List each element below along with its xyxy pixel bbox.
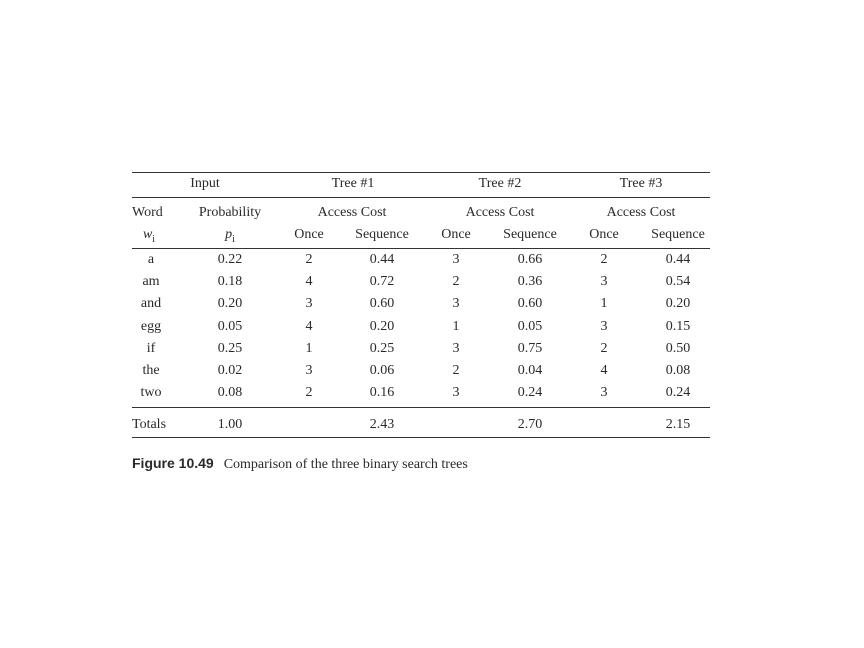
header-probability-symbol: $p_i$ <box>225 227 235 245</box>
cell-probability: 0.02 <box>217 363 243 378</box>
cell-tree-3-once: 2 <box>600 341 608 356</box>
cell-word: if <box>146 341 156 356</box>
cell-tree-2-once: 2 <box>452 363 460 378</box>
cell-tree-2-once: 2 <box>452 274 460 289</box>
cell-tree-1-once: 4 <box>305 319 313 334</box>
header-access-cost-tree-2: Access Cost <box>465 205 535 220</box>
cell-word: am <box>142 274 160 289</box>
cell-tree-3-sequence: 0.24 <box>665 385 691 400</box>
cell-tree-1-sequence: 0.20 <box>369 319 395 334</box>
cell-word: the <box>142 363 160 378</box>
cell-tree-2-sequence: 0.24 <box>517 385 543 400</box>
cell-probability: 0.25 <box>217 341 243 356</box>
header-word: Word <box>132 205 163 220</box>
column-header-rule <box>132 248 710 249</box>
header-once-tree-3: Once <box>589 227 619 242</box>
cell-tree-2-once: 3 <box>452 296 460 311</box>
cell-word: egg <box>140 319 162 334</box>
cell-tree-2-once: 3 <box>452 385 460 400</box>
cell-tree-2-once: 1 <box>452 319 460 334</box>
header-sequence-tree-2: Sequence <box>503 227 557 242</box>
cell-tree-3-sequence: 0.08 <box>665 363 691 378</box>
cell-probability: 0.20 <box>217 296 243 311</box>
cell-probability: 0.05 <box>217 319 243 334</box>
cell-word: a <box>147 252 155 267</box>
cell-tree-3-once: 3 <box>600 319 608 334</box>
group-header-tree-1: Tree #1 <box>331 176 375 191</box>
cell-tree-1-sequence: 0.72 <box>369 274 395 289</box>
header-word-symbol: $w_i$ <box>142 227 156 245</box>
cell-tree-3-once: 3 <box>600 385 608 400</box>
table-top-rule <box>132 172 710 173</box>
cell-tree-2-once: 3 <box>452 341 460 356</box>
cell-tree-2-sequence: 0.04 <box>517 363 543 378</box>
cell-tree-1-sequence: 0.16 <box>369 385 395 400</box>
totals-label: Totals <box>132 417 167 432</box>
group-header-input: Input <box>190 176 220 191</box>
cell-tree-1-sequence: 0.25 <box>369 341 395 356</box>
group-header-tree-2: Tree #2 <box>478 176 522 191</box>
figure-caption <box>132 454 468 474</box>
cell-word: and <box>140 296 162 311</box>
table-bottom-rule <box>132 437 710 438</box>
cell-tree-1-sequence: 0.44 <box>369 252 395 267</box>
header-probability: Probability <box>198 205 262 220</box>
figure-caption-text: Comparison of the three binary search trees <box>223 457 468 472</box>
cell-tree-2-sequence: 0.66 <box>517 252 543 267</box>
cell-probability: 0.22 <box>217 252 243 267</box>
cell-tree-1-once: 1 <box>305 341 313 356</box>
cell-tree-1-once: 2 <box>305 385 313 400</box>
cell-tree-1-sequence: 0.60 <box>369 296 395 311</box>
cell-tree-3-sequence: 0.44 <box>665 252 691 267</box>
cell-word: two <box>140 385 162 400</box>
cell-tree-1-once: 4 <box>305 274 313 289</box>
cell-tree-2-sequence: 0.05 <box>517 319 543 334</box>
cell-probability: 0.18 <box>217 274 243 289</box>
totals-rule <box>132 407 710 408</box>
cell-tree-3-once: 2 <box>600 252 608 267</box>
group-header-rule <box>132 197 710 198</box>
totals-tree-2: 2.70 <box>517 417 543 432</box>
figure-label: Figure 10.49 <box>132 455 214 471</box>
header-once-tree-2: Once <box>441 227 471 242</box>
cell-tree-2-sequence: 0.60 <box>517 296 543 311</box>
cell-tree-1-sequence: 0.06 <box>369 363 395 378</box>
totals-tree-1: 2.43 <box>369 417 395 432</box>
totals-tree-3: 2.15 <box>665 417 691 432</box>
cell-tree-1-once: 3 <box>305 363 313 378</box>
cell-tree-3-sequence: 0.50 <box>665 341 691 356</box>
cell-tree-1-once: 3 <box>305 296 313 311</box>
cell-probability: 0.08 <box>217 385 243 400</box>
cell-tree-3-once: 3 <box>600 274 608 289</box>
totals-probability: 1.00 <box>217 417 243 432</box>
cell-tree-3-sequence: 0.54 <box>665 274 691 289</box>
cell-tree-1-once: 2 <box>305 252 313 267</box>
header-sequence-tree-1: Sequence <box>355 227 409 242</box>
header-once-tree-1: Once <box>294 227 324 242</box>
cell-tree-2-sequence: 0.36 <box>517 274 543 289</box>
header-access-cost-tree-1: Access Cost <box>317 205 387 220</box>
header-access-cost-tree-3: Access Cost <box>606 205 676 220</box>
cell-tree-3-once: 4 <box>600 363 608 378</box>
header-sequence-tree-3: Sequence <box>651 227 705 242</box>
cell-tree-2-once: 3 <box>452 252 460 267</box>
cell-tree-3-sequence: 0.20 <box>665 296 691 311</box>
cell-tree-3-sequence: 0.15 <box>665 319 691 334</box>
cell-tree-2-sequence: 0.75 <box>517 341 543 356</box>
cell-tree-3-once: 1 <box>600 296 608 311</box>
group-header-tree-3: Tree #3 <box>619 176 663 191</box>
